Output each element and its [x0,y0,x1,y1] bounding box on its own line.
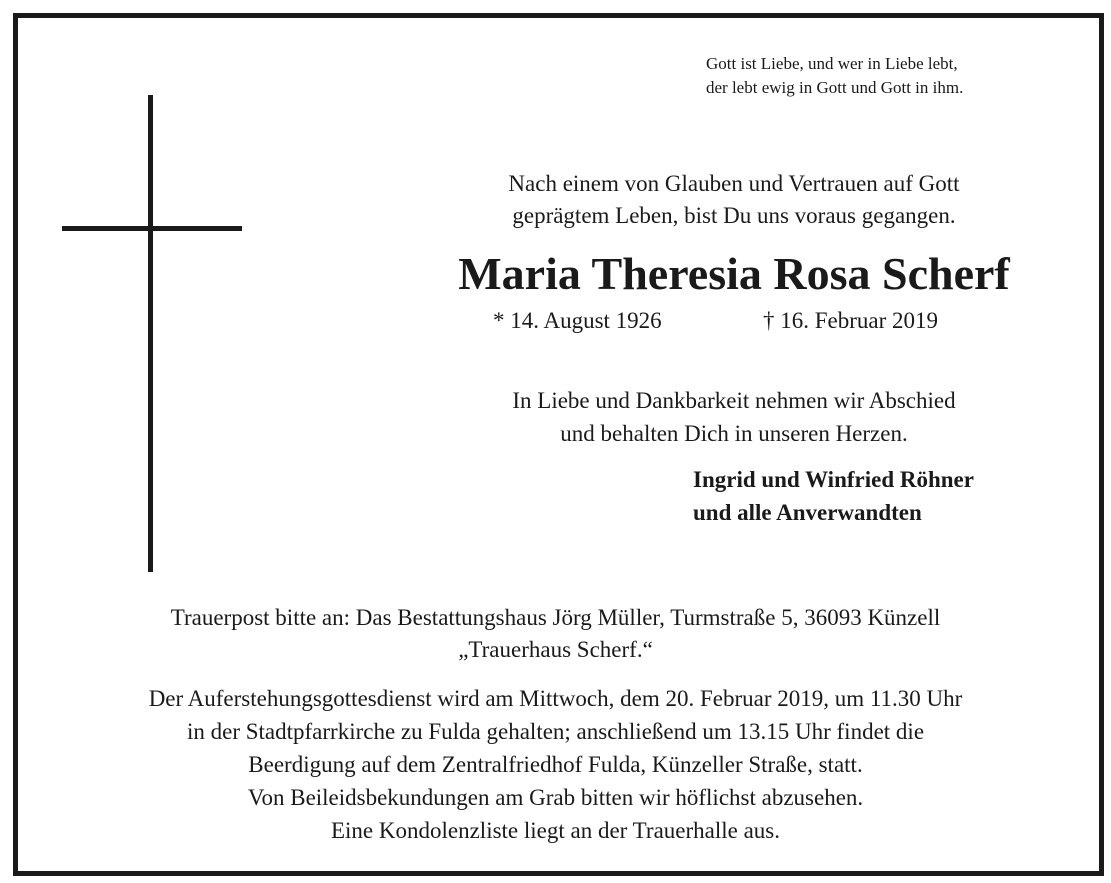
intro-line: geprägtem Leben, bist Du uns voraus gegangen. [512,203,956,228]
farewell-line: In Liebe und Dankbarkeit nehmen wir Abschied [512,388,956,413]
cross-horizontal-bar [62,226,242,231]
signatory-line: Ingrid und Winfried Röhner [693,467,974,492]
service-line: Von Beileidsbekundungen am Grab bitten wir höflichst abzusehen. [247,785,864,810]
bible-verse-line: Gott ist Liebe, und wer in Liebe lebt, [706,54,958,73]
post-line: „Trauerhaus Scherf.“ [458,637,653,662]
deceased-name: Maria Theresia Rosa Scherf [458,248,1010,299]
service-line: in der Stadtpfarrkirche zu Fulda gehalten; anschließend um 13.15 Uhr findet die [186,719,925,744]
farewell-text [430,384,1038,450]
bible-verse-line: der lebt ewig in Gott und Gott in ihm. [706,78,964,97]
cross-vertical-bar [148,95,153,572]
bible-verse [706,52,963,100]
service-line: Beerdigung auf dem Zentralfriedhof Fulda, Künzeller Straße, statt. [248,752,863,777]
service-line: Eine Kondolenzliste liegt an der Trauerhalle aus. [330,818,781,843]
signatories [693,463,974,529]
intro-text [430,168,1038,232]
post-line: Trauerpost bitte an: Das Bestattungshaus Jörg Müller, Turmstraße 5, 36093 Künzell [170,605,941,630]
birth-date: * 14. August 1926 [493,308,662,333]
intro-line: Nach einem von Glauben und Vertrauen auf Gott [508,171,960,196]
service-line: Der Auferstehungsgottesdienst wird am Mittwoch, dem 20. Februar 2019, um 11.30 Uhr [148,686,963,711]
signatory-line: und alle Anverwandten [693,500,922,525]
condolence-mail-address [30,602,1081,666]
farewell-line: und behalten Dich in unseren Herzen. [560,421,908,446]
funeral-service-details [30,682,1081,847]
death-date: † 16. Februar 2019 [763,308,939,333]
